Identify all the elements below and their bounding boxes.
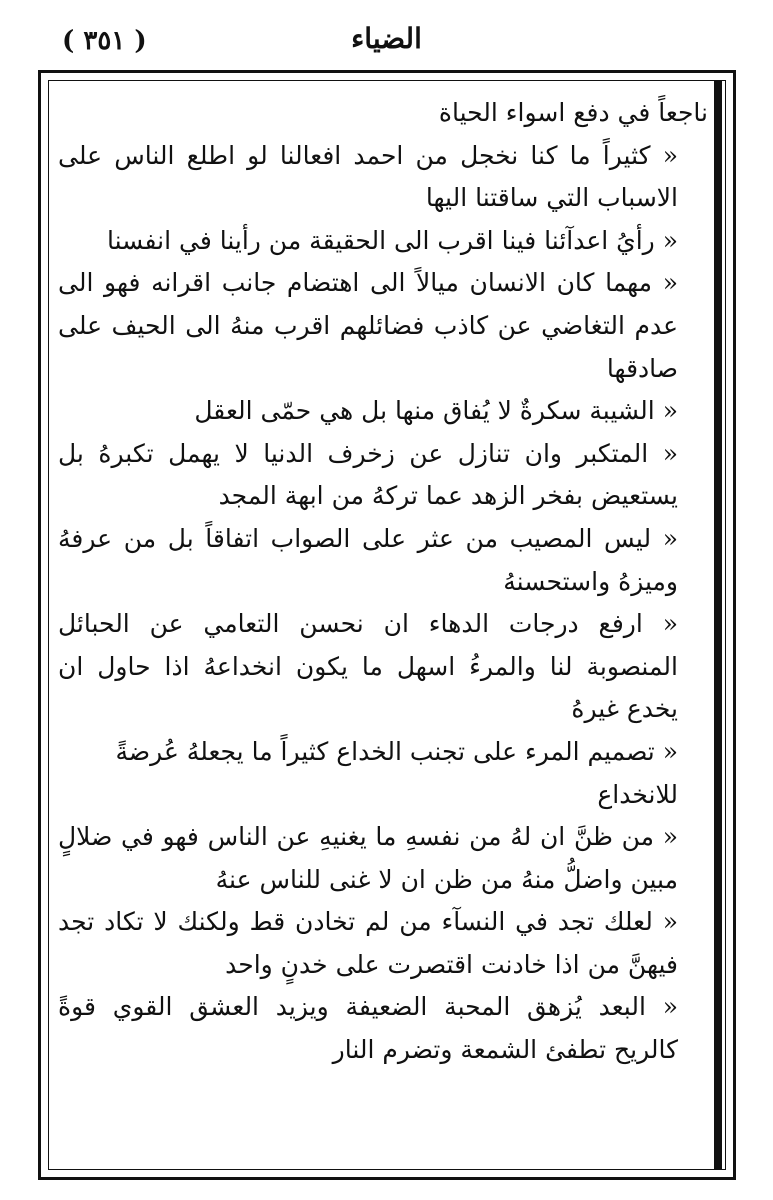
aphorism-paragraph: « تصميم المرء على تجنب الخداع كثيراً ما يجعلهُ عُرضةً للانخداع <box>115 736 678 809</box>
aphorism-paragraph: « المتكبر وان تنازل عن زخرف الدنيا لا يهمل تكبرهُ بل يستعيض بفخر الزهد عما تركهُ من ابهة المجد <box>58 438 678 511</box>
journal-title: الضياء <box>351 22 422 55</box>
aphorism-paragraph: « كثيراً ما كنا نخجل من احمد افعالنا لو اطلع الناس على الاسباب التي ساقتنا اليها <box>58 140 678 213</box>
aphorisms-text-block <box>58 92 708 1072</box>
frame-right-rule <box>714 80 722 1170</box>
aphorism-paragraph: « ليس المصيب من عثر على الصواب اتفاقاً بل من عرفهُ وميزهُ واستحسنهُ <box>58 523 678 596</box>
page-header <box>0 10 773 66</box>
aphorism-paragraph: « مهما كان الانسان ميالاً الى اهتضام جانب اقرانه فهو الى عدم التغاضي عن كاذب فضائلهم اقرب منهُ الى الحيف على صادقها <box>58 268 678 383</box>
aphorism-paragraph: « لعلك تجد في النسآء من لم تخادن قط ولكنك لا تكاد تجد فيهنَّ من اذا خادنت اقتصرت على خدنٍ واحد <box>58 907 678 979</box>
aphorism-paragraph: « الشيبة سكرةٌ لا يُفاق منها بل هي حمّى العقل <box>194 396 678 426</box>
aphorism-paragraph: « رأيُ اعدآئنا فينا اقرب الى الحقيقة من رأينا في انفسنا <box>107 225 678 255</box>
aphorism-paragraph: « البعد يُزهق المحبة الضعيفة ويزيد العشق القوي قوةً كالريح تطفئ الشمعة وتضرم النار <box>58 992 678 1065</box>
aphorism-paragraph: « من ظنَّ ان لهُ من نفسهِ ما يغنيهِ عن الناس فهو في ضلالٍ مبين واضلُّ منهُ من ظن ان لا غنى للناس عنهُ <box>58 822 678 894</box>
aphorism-paragraph: « ارفع درجات الدهاء ان نحسن التعامي عن الحبائل المنصوبة لنا والمرءُ اسهل ما يكون انخداعهُ اذا حاول ان يخدع غيرهُ <box>58 609 678 724</box>
page-number: ( ٣٥١ ) <box>62 26 147 56</box>
paragraph-continuation: ناجعاً في دفع اسواء الحياة <box>438 98 708 127</box>
